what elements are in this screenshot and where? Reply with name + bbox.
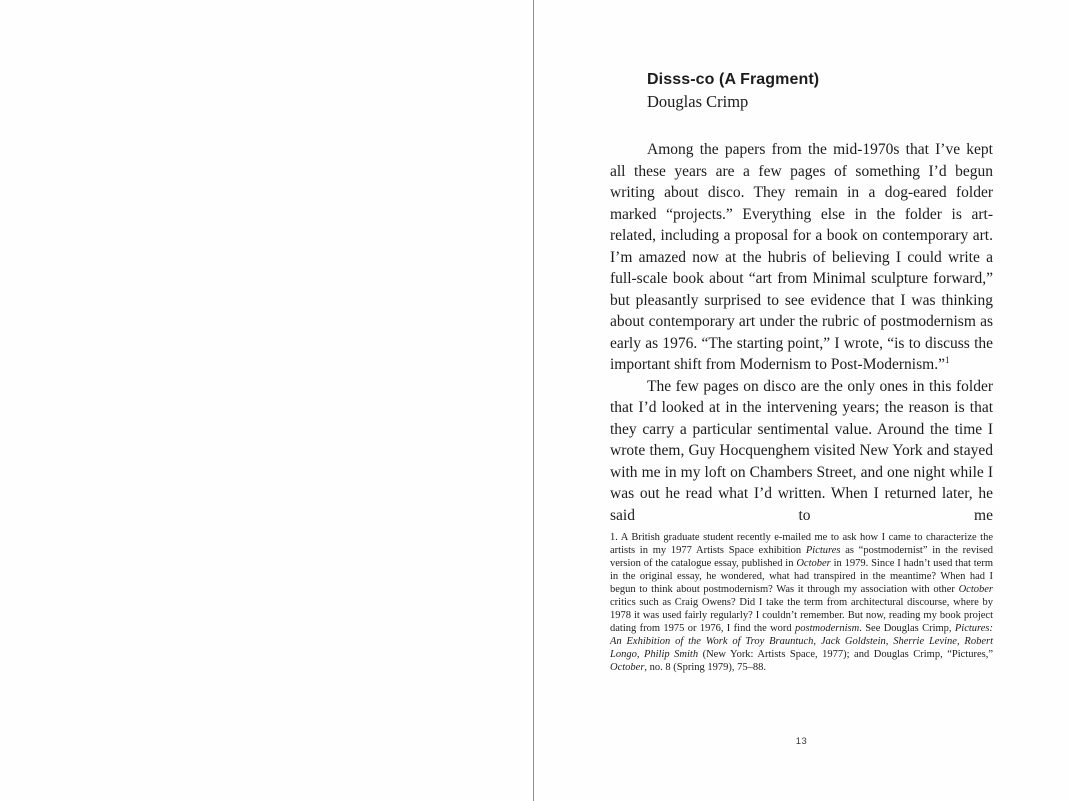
text-segment: (New York: Artists Space, 1977); and Douglas Crimp, “Pictures,”: [698, 649, 993, 660]
text-segment: in 1979. Since I hadn’t used that term in the original essay, he wondered, what had transpired in the meantime? When had I begun to think about postmodernism? Was it through my association with other: [610, 558, 994, 595]
right-page: [534, 0, 1068, 801]
left-page-blank: [0, 0, 533, 801]
footnote-text: [610, 531, 993, 674]
body-paragraph-2: [610, 376, 993, 527]
right-page-content: [610, 0, 993, 674]
text-segment: October: [958, 584, 993, 595]
text-segment: 1. A British graduate student recently e-mailed me to ask how I came to characterize the artists in my 1977 Artists Space exhibition: [610, 532, 993, 556]
text-segment: Pictures: An Exhibition of the Work of Troy Brauntuch, Jack Goldstein, Sherrie Levine, Robert Longo, Philip Smith: [610, 623, 993, 660]
page-number: 13: [795, 736, 808, 747]
article-author: Douglas Crimp: [647, 92, 749, 111]
body-paragraph-1: [610, 139, 993, 376]
text-segment: as “postmodernist” in the revised version of the catalogue essay, published in: [610, 545, 993, 569]
text-segment: critics such as Craig Owens? Did I take the term from architectural discourse, where by 1978 it was used fairly regularly? I couldn’t remember. But now, reading my book project dating from 1975 or 1976, I find the word: [610, 597, 993, 634]
text-segment: . See Douglas Crimp,: [859, 623, 955, 634]
text-segment: October: [610, 662, 645, 673]
text-segment: The few pages on disco are the only ones in this folder that I’d looked at in the intervening years; the reason is that they carry a particular sentimental value. Around the time I wrote them, Guy Hocquenghem visited New York and stayed with me in my loft on Chambers Street, and one night while I was out he read what I’d written. When I returned later, he said to me: [610, 377, 993, 524]
article-body: [610, 139, 993, 526]
text-segment: postmodernism: [795, 623, 860, 634]
article-title: Disss-co (A Fragment): [647, 71, 820, 88]
text-segment: , no. 8 (Spring 1979), 75–88.: [644, 662, 767, 673]
text-segment: October: [796, 558, 831, 569]
text-segment: Among the papers from the mid-1970s that I’ve kept all these years are a few pages of something I’d begun writing about disco. They remain in a dog-eared folder marked “projects.” Everything else in the folder is art-related, including a proposal for a book on contemporary art. I’m amazed now at the hubris of believing I could write a full-scale book about “art from Minimal sculpture forward,” but pleasantly surprised to see evidence that I was thinking about contemporary art under the rubric of postmodernism as early as 1976. “The starting point,” I wrote, “is to discuss the important shift from Modernism to Post-Modernism.”: [610, 141, 993, 373]
footnote-ref: 1: [944, 354, 950, 365]
text-segment: Pictures: [805, 545, 841, 556]
